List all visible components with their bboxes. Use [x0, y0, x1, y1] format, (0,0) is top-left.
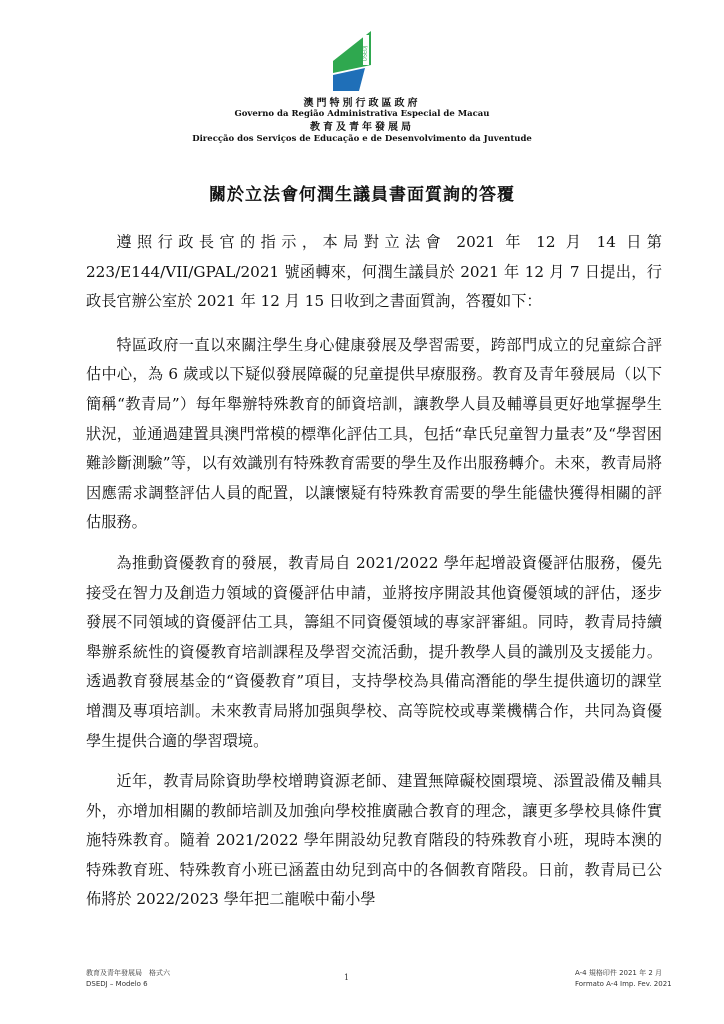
footer-right	[575, 968, 672, 990]
paragraph-assessment: 特區政府一直以來關注學生身心健康發展及學習需要，跨部門成立的兒童綜合評估中心，為 6 歲或以下疑似發展障礙的兒童提供早療服務。教育及青年發展局（以下簡稱“教青局”）每年舉辦特殊教育的師資培訓，讓教學人員及輔導員更好地掌握學生狀況，並通過建置具澳門常模的標準化評估工具，包括“韋氏兒童智力量表”及“學習困難診斷測驗”等，以有效識別有特殊教育需要的學生及作出服務轉介。未來，教青局將因應需求調整評估人員的配置，以讓懷疑有特殊教育需要的學生能儘快獲得相關的評估服務。	[86, 335, 662, 532]
header-government-pt: Governo da Região Administrativa Especial de Macau	[234, 109, 490, 119]
header-bureau-pt: Direcção dos Serviços de Educação e de Desenvolvimento da Juventude	[192, 134, 532, 144]
header-bureau-zh: 教育及青年發展局	[310, 122, 414, 133]
paragraph-gifted-education: 為推動資優教育的發展，教青局自 2021/2022 學年起增設資優評估服務，優先接受在智力及創造力領域的資優評估申請，並將按序開設其他資優領域的評估，逐步發展不同領域的資優評估工具，籌組不同資優領域的專家評審組。同時，教青局持續舉辦系統性的資優教育培訓課程及學習交流活動，提升教學人員的識別及支援能力。透過教育發展基金的“資優教育”項目，支持學校為具備高潛能的學生提供適切的課堂增潤及專項培訓。未來教青局將加强與學校、高等院校或專業機構合作，共同為資優學生提供合適的學習環境。	[86, 553, 662, 750]
paragraph-intro: 遵照行政長官的指示，本局對立法會 2021 年 12 月 14 日第 223/E144/VII/GPAL/2021 號函轉來，何潤生議員於 2021 年 12 月 7 日提出，行政長官辦公室於 2021 年 12 月 15 日收到之書面質詢，答覆如下：	[86, 233, 662, 311]
page-number: 1	[344, 973, 350, 982]
paragraph-inclusive-education: 近年，教青局除資助學校增聘資源老師、建置無障礙校園環境、添置設備及輔具外，亦增加相關的教師培訓及加強向學校推廣融合教育的理念，讓更多學校具條件實施特殊教育。隨着 2021/2022 學年開設幼兒教育階段的特殊教育小班，現時本澳的特殊教育班、特殊教育小班已涵蓋由幼兒到高中的各個教育階段。日前，教青局已公佈將於 2022/2023 學年把二龍喉中葡小學	[86, 772, 662, 909]
document-title: 關於立法會何潤生議員書面質詢的答覆	[209, 185, 515, 205]
footer-form-zh: 教育及青年發展局 格式六	[86, 969, 170, 977]
footer-left	[86, 968, 170, 990]
logo-text: DSEDJ	[362, 45, 369, 61]
footer-form-pt: DSEDJ – Modelo 6	[86, 980, 148, 988]
footer-format-pt: Formato A-4 Imp. Fev. 2021	[575, 980, 672, 988]
dsedj-logo	[331, 31, 377, 91]
header-government-zh: 澳門特別行政區政府	[303, 98, 421, 109]
footer-format-zh: A-4 規格印件 2021 年 2 月	[575, 969, 663, 977]
document-body	[86, 228, 662, 926]
